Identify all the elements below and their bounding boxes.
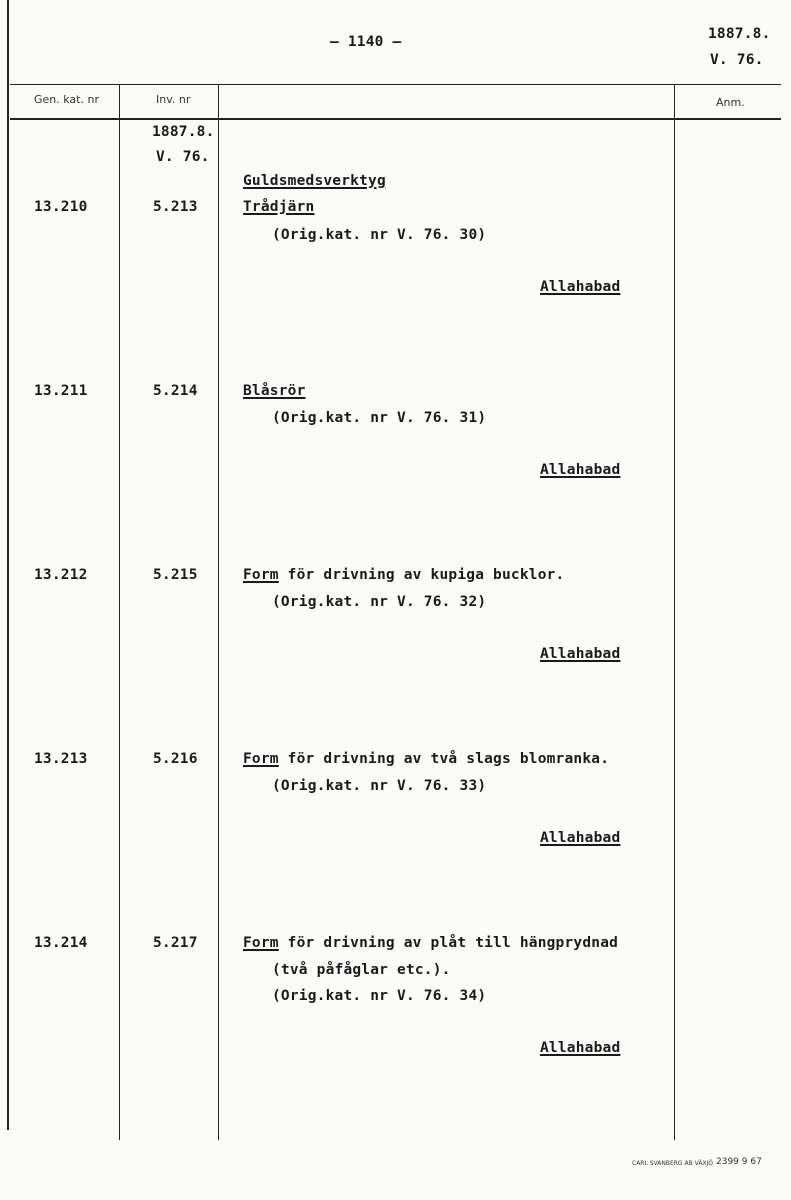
column-header-inv: Inv. nr xyxy=(156,93,191,106)
column-divider-anm xyxy=(674,84,675,1140)
object-description-line xyxy=(243,751,609,767)
gen-kat-number: 13.214 xyxy=(34,935,88,951)
object-title: Form xyxy=(243,567,279,583)
place-name: Allahabad xyxy=(540,279,621,295)
place-name: Allahabad xyxy=(540,830,621,846)
inv-number: 5.216 xyxy=(153,751,198,767)
place-name: Allahabad xyxy=(540,646,621,662)
object-description-line xyxy=(243,567,565,583)
orig-kat-ref: (Orig.kat. nr V. 76. 34) xyxy=(272,988,487,1004)
object-title: Blåsrör xyxy=(243,383,306,399)
place-name: Allahabad xyxy=(540,462,621,478)
printer-imprint: CARL SVANBERG AB VÄXJÖ xyxy=(632,1160,714,1167)
header-bottom-rule xyxy=(10,118,781,120)
inv-ref-year: 1887.8. xyxy=(152,124,215,140)
header-ref-vol: V. 76. xyxy=(710,52,764,68)
orig-kat-ref: (Orig.kat. nr V. 76. 30) xyxy=(272,227,487,243)
object-description: för drivning av två slags blomranka. xyxy=(278,751,610,767)
orig-kat-ref: (Orig.kat. nr V. 76. 31) xyxy=(272,410,487,426)
header-ref-year: 1887.8. xyxy=(708,26,771,42)
column-divider-desc xyxy=(218,84,219,1140)
object-title: Trådjärn xyxy=(243,199,315,215)
object-title: Form xyxy=(243,935,279,951)
page-number: — 1140 — xyxy=(330,34,402,50)
gen-kat-number: 13.210 xyxy=(34,199,88,215)
orig-kat-ref: (Orig.kat. nr V. 76. 33) xyxy=(272,778,487,794)
object-description: för drivning av plåt till hängprydnad xyxy=(278,935,619,951)
binding-edge xyxy=(7,0,9,1130)
object-title: Form xyxy=(243,751,279,767)
object-description-line xyxy=(243,935,618,951)
object-description: för drivning av kupiga bucklor. xyxy=(278,567,565,583)
column-header-anm: Anm. xyxy=(716,96,745,109)
column-divider-inv xyxy=(119,84,120,1140)
object-description-continued: (två påfåglar etc.). xyxy=(272,962,451,978)
column-header-gen-kat: Gen. kat. nr xyxy=(34,93,99,106)
inv-number: 5.217 xyxy=(153,935,198,951)
inv-ref-vol: V. 76. xyxy=(156,149,210,165)
inv-number: 5.215 xyxy=(153,567,198,583)
inv-number: 5.213 xyxy=(153,199,198,215)
gen-kat-number: 13.213 xyxy=(34,751,88,767)
header-top-rule xyxy=(10,84,781,85)
place-name: Allahabad xyxy=(540,1040,621,1056)
gen-kat-number: 13.211 xyxy=(34,383,88,399)
gen-kat-number: 13.212 xyxy=(34,567,88,583)
inv-number: 5.214 xyxy=(153,383,198,399)
orig-kat-ref: (Orig.kat. nr V. 76. 32) xyxy=(272,594,487,610)
form-code: 2399 9 67 xyxy=(716,1157,762,1167)
category-heading: Guldsmedsverktyg xyxy=(243,173,386,189)
